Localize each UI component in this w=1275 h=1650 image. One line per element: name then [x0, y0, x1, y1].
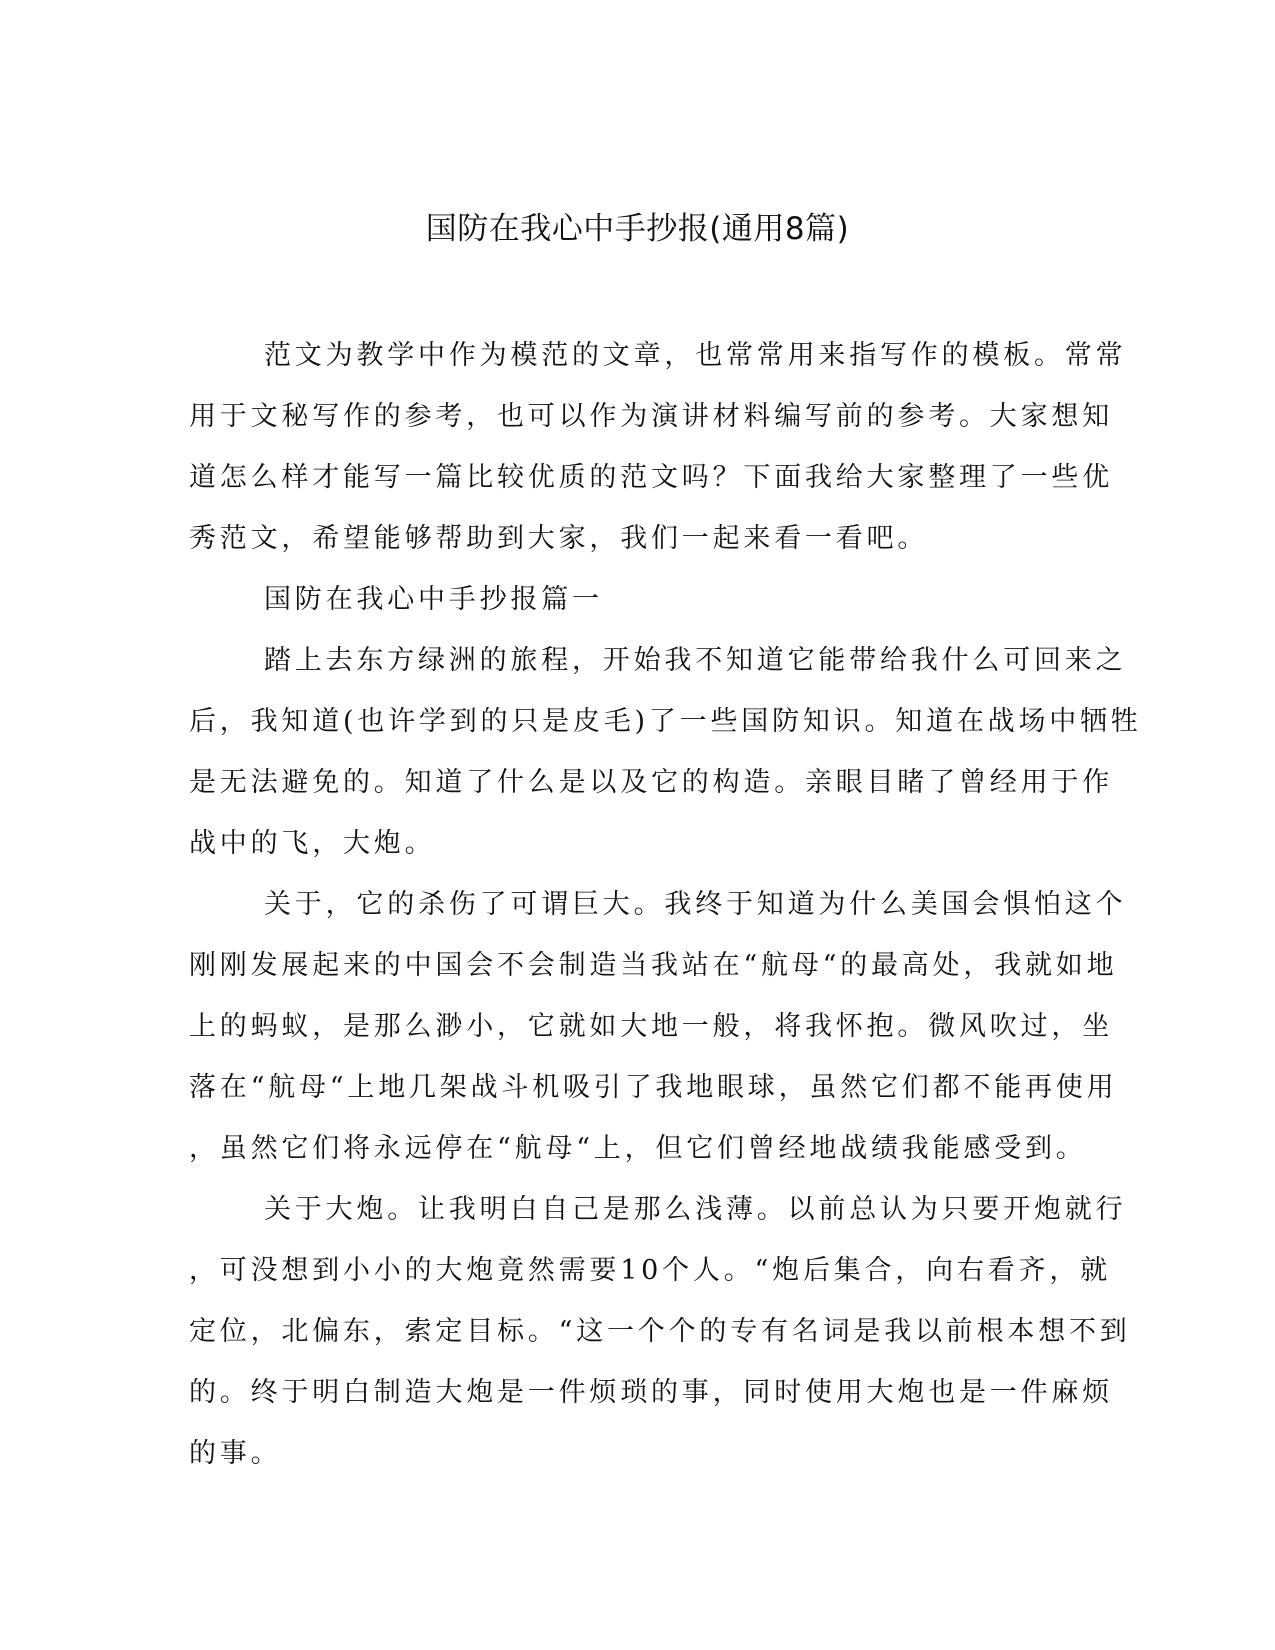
text-line: 后，我知道(也许学到的只是皮毛)了一些国防知识。知道在战场中牺牲: [189, 706, 1142, 737]
paragraph-carrier: [189, 874, 1127, 1179]
text-line: 落在“航母“上地几架战斗机吸引了我地眼球，虽然它们都不能再使用: [189, 1072, 1118, 1103]
section-heading: [189, 569, 1089, 630]
paragraph-cannon: [189, 1179, 1131, 1484]
text-line: 关于大炮。让我明白自己是那么浅薄。以前总认为只要开炮就行: [264, 1194, 1127, 1225]
text-line: 战中的飞，大炮。: [189, 828, 436, 859]
text-line: 秀范文，希望能够帮助到大家，我们一起来看一看吧。: [189, 523, 929, 554]
text-line: 定位，北偏东，索定目标。“这一个个的专有名词是我以前根本想不到: [189, 1316, 1131, 1347]
paragraph-intro: [189, 325, 1127, 569]
text-line: 踏上去东方绿洲的旅程，开始我不知道它能带给我什么可回来之: [264, 645, 1127, 676]
text-line: ，可没想到小小的大炮竟然需要10个人。“炮后集合，向右看齐，就: [189, 1255, 1111, 1286]
text-line: 关于，它的杀伤了可谓巨大。我终于知道为什么美国会惧怕这个: [264, 889, 1127, 920]
text-line: 用于文秘写作的参考，也可以作为演讲材料编写前的参考。大家想知: [189, 401, 1113, 432]
section-heading-text: 国防在我心中手抄报篇一: [264, 584, 603, 615]
paragraph-journey: [189, 630, 1142, 874]
document-title: 国防在我心中手抄报(通用8篇): [425, 211, 850, 247]
text-line: 是无法避免的。知道了什么是以及它的构造。亲眼目睹了曾经用于作: [189, 767, 1113, 798]
text-line: 的。终于明白制造大炮是一件烦琐的事，同时使用大炮也是一件麻烦: [189, 1377, 1113, 1408]
text-line: 的事。: [189, 1438, 282, 1469]
text-line: 刚刚发展起来的中国会不会制造当我站在“航母“的最高处，我就如地: [189, 950, 1118, 981]
text-line: 道怎么样才能写一篇比较优质的范文吗？下面我给大家整理了一些优: [189, 462, 1113, 493]
text-line: 上的蚂蚁，是那么渺小，它就如大地一般，将我怀抱。微风吹过，坐: [189, 1011, 1113, 1042]
document-body: [189, 325, 1142, 1484]
text-line: ，虽然它们将永远停在“航母“上，但它们曾经地战绩我能感受到。: [189, 1133, 1087, 1164]
text-line: 范文为教学中作为模范的文章，也常常用来指写作的模板。常常: [264, 340, 1127, 371]
